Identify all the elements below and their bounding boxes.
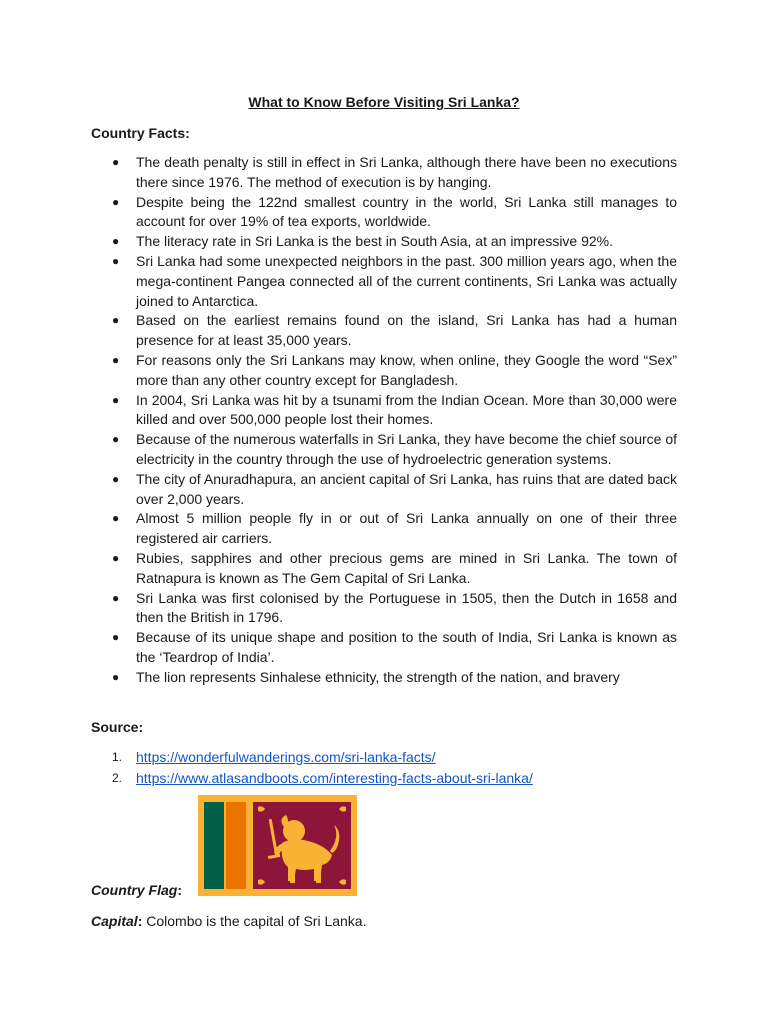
fact-text: Because of its unique shape and position to the south of India, Sri Lanka is known as the ‘Teardrop of India’.: [136, 629, 677, 665]
fact-list-item: [91, 252, 677, 311]
document-title: What to Know Before Visiting Sri Lanka?: [248, 94, 520, 110]
source-list-item: [91, 747, 533, 768]
fact-text: Rubies, sapphires and other precious gems are mined in Sri Lanka. The town of Ratnapura is known as The Gem Capital of Sri Lanka.: [136, 549, 677, 586]
bullet-icon: ●: [112, 234, 120, 249]
fact-list-item: [91, 193, 677, 233]
facts-list: [91, 153, 677, 688]
country-flag-colon: :: [177, 882, 183, 898]
fact-list-item: [91, 232, 677, 252]
fact-text: Almost 5 million people fly in or out of Sri Lanka annually on one of their three registered air carriers.: [136, 510, 677, 547]
capital-text: Colombo is the capital of Sri Lanka.: [142, 913, 367, 929]
fact-text: Because of the numerous waterfalls in Sri Lanka, they have become the chief source of electricity in the country through the use of hydroelectric generation systems.: [136, 431, 677, 467]
country-flag-label-text: Country Flag: [91, 882, 178, 898]
bullet-icon: ●: [112, 313, 120, 328]
fact-list-item: [91, 391, 677, 431]
capital-line: [91, 912, 366, 930]
flag-orange-stripe: [226, 802, 246, 889]
bullet-icon: ●: [112, 590, 120, 605]
fact-text: For reasons only the Sri Lankans may know, when online, they Google the word “Sex” more than any other country except for Bangladesh.: [136, 351, 677, 388]
fact-text: The lion represents Sinhalese ethnicity, the strength of the nation, and bravery: [136, 668, 620, 685]
fact-text: The literacy rate in Sri Lanka is the best in South Asia, at an impressive 92%.: [136, 233, 614, 250]
fact-text: Despite being the 122nd smallest country in the world, Sri Lanka still manages to account for over 19% of tea exports, worldwide.: [136, 193, 677, 230]
bullet-icon: ●: [112, 669, 120, 684]
fact-text: The death penalty is still in effect in Sri Lanka, although there have been no executions there since 1976. The method of execution is by hanging.: [136, 154, 677, 190]
fact-list-item: [91, 470, 677, 510]
bullet-icon: ●: [112, 471, 120, 486]
fact-list-item: [91, 311, 677, 351]
fact-text: Sri Lanka had some unexpected neighbors in the past. 300 million years ago, when the mega-continent Pangea connected all of the current continents, Sri Lanka was actually joined to Antarctica.: [136, 252, 677, 309]
fact-text: Based on the earliest remains found on the island, Sri Lanka has had a human presence for at least 35,000 years.: [136, 312, 677, 349]
country-facts-heading: Country Facts:: [91, 125, 190, 141]
fact-list-item: [91, 430, 677, 470]
fact-text: In 2004, Sri Lanka was hit by a tsunami from the Indian Ocean. More than 30,000 were killed and over 500,000 people lost their homes.: [136, 391, 677, 428]
source-link[interactable]: https://www.atlasandboots.com/interesting-facts-about-sri-lanka/: [136, 770, 533, 786]
bullet-icon: ●: [112, 253, 120, 268]
fact-text: The city of Anuradhapura, an ancient capital of Sri Lanka, has ruins that are dated back over 2,000 years.: [136, 470, 677, 507]
flag-green-stripe: [204, 802, 224, 889]
fact-text: Sri Lanka was first colonised by the Portuguese in 1505, then the Dutch in 1658 and then the British in 1796.: [136, 589, 677, 626]
fact-list-item: [91, 509, 677, 549]
capital-label: Capital: [91, 913, 138, 929]
fact-list-item: [91, 549, 677, 589]
sources-list: [91, 747, 533, 789]
source-list-item: [91, 768, 533, 789]
bullet-icon: ●: [112, 194, 120, 209]
fact-list-item: [91, 589, 677, 629]
source-number: 1.: [112, 750, 123, 764]
sri-lanka-flag-image: [198, 795, 357, 896]
bullet-icon: ●: [112, 550, 120, 565]
source-number: 2.: [112, 771, 123, 785]
bullet-icon: ●: [112, 432, 120, 447]
source-heading: Source:: [91, 719, 144, 735]
bullet-icon: ●: [112, 352, 120, 367]
capital-colon: :: [137, 913, 143, 929]
country-flag-label: [91, 881, 182, 899]
fact-list-item: [91, 628, 677, 668]
fact-list-item: [91, 351, 677, 391]
bullet-icon: ●: [112, 155, 120, 169]
bullet-icon: ●: [112, 630, 120, 645]
source-link[interactable]: https://wonderfulwanderings.com/sri-lanka-facts/: [136, 749, 436, 765]
fact-list-item: [91, 153, 677, 193]
bullet-icon: ●: [112, 511, 120, 526]
bullet-icon: ●: [112, 392, 120, 407]
fact-list-item: [91, 668, 677, 688]
